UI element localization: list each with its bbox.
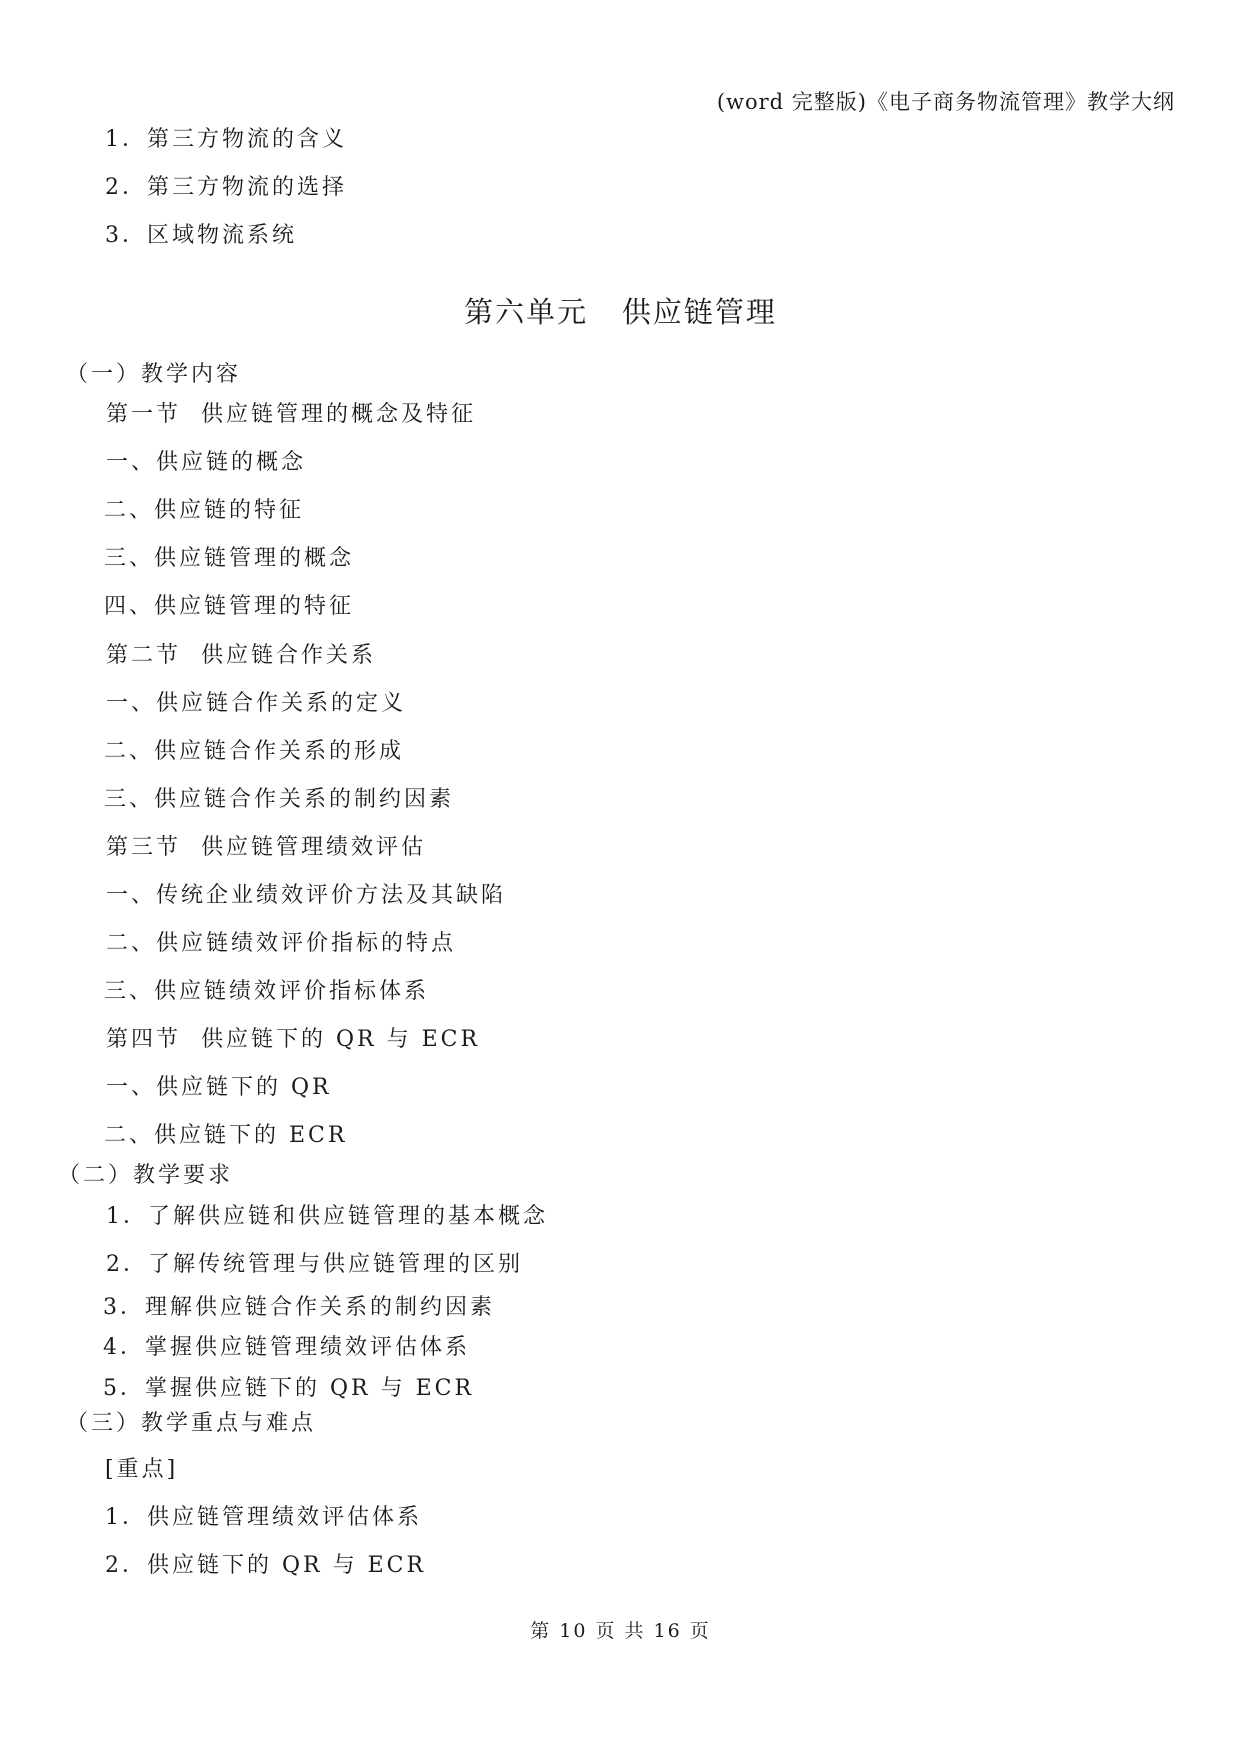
- keypoints-label: [重点]: [105, 1457, 179, 1482]
- requirement-item: 2．了解传统管理与供应链管理的区别: [106, 1252, 523, 1277]
- intro-item: 1．第三方物流的含义: [105, 127, 347, 152]
- content-line: 一、供应链合作关系的定义: [106, 691, 407, 716]
- keypoint-item: 1．供应链管理绩效评估体系: [105, 1505, 422, 1530]
- content-line: 三、供应链合作关系的制约因素: [104, 787, 455, 812]
- page-number: 第 10 页 共 16 页: [530, 1620, 711, 1642]
- content-line: 一、传统企业绩效评价方法及其缺陷: [106, 883, 507, 908]
- requirement-item: 5．掌握供应链下的 QR 与 ECR: [103, 1376, 475, 1401]
- content-line: 一、供应链下的 QR: [106, 1075, 332, 1100]
- intro-item: 3．区域物流系统: [105, 223, 297, 248]
- content-line: 二、供应链下的 ECR: [104, 1123, 348, 1148]
- content-line: 三、供应链绩效评价指标体系: [104, 979, 430, 1004]
- content-line: 二、供应链的特征: [104, 498, 305, 523]
- requirement-item: 4．掌握供应链管理绩效评估体系: [103, 1335, 470, 1360]
- content-line: 第四节 供应链下的 QR 与 ECR: [106, 1027, 481, 1052]
- section-heading-content: （一）教学内容: [66, 362, 242, 387]
- requirement-item: 1．了解供应链和供应链管理的基本概念: [106, 1204, 548, 1229]
- content-line: 第三节 供应链管理绩效评估: [106, 835, 426, 860]
- content-line: 第二节 供应链合作关系: [106, 643, 376, 668]
- content-line: 三、供应链管理的概念: [104, 546, 355, 571]
- content-line: 第一节 供应链管理的概念及特征: [106, 402, 476, 427]
- intro-item: 2．第三方物流的选择: [105, 175, 347, 200]
- section-heading-requirements: （二）教学要求: [58, 1163, 234, 1188]
- content-line: 一、供应链的概念: [106, 450, 307, 475]
- section-heading-keypoints: （三）教学重点与难点: [66, 1411, 317, 1436]
- content-line: 二、供应链合作关系的形成: [104, 739, 405, 764]
- document-header: (word 完整版)《电子商务物流管理》教学大纲: [716, 90, 1175, 114]
- requirement-item: 3．理解供应链合作关系的制约因素: [103, 1295, 495, 1320]
- unit-title: 第六单元 供应链管理: [464, 295, 777, 329]
- content-line: 二、供应链绩效评价指标的特点: [106, 931, 457, 956]
- content-line: 四、供应链管理的特征: [104, 594, 355, 619]
- keypoint-item: 2．供应链下的 QR 与 ECR: [105, 1553, 427, 1578]
